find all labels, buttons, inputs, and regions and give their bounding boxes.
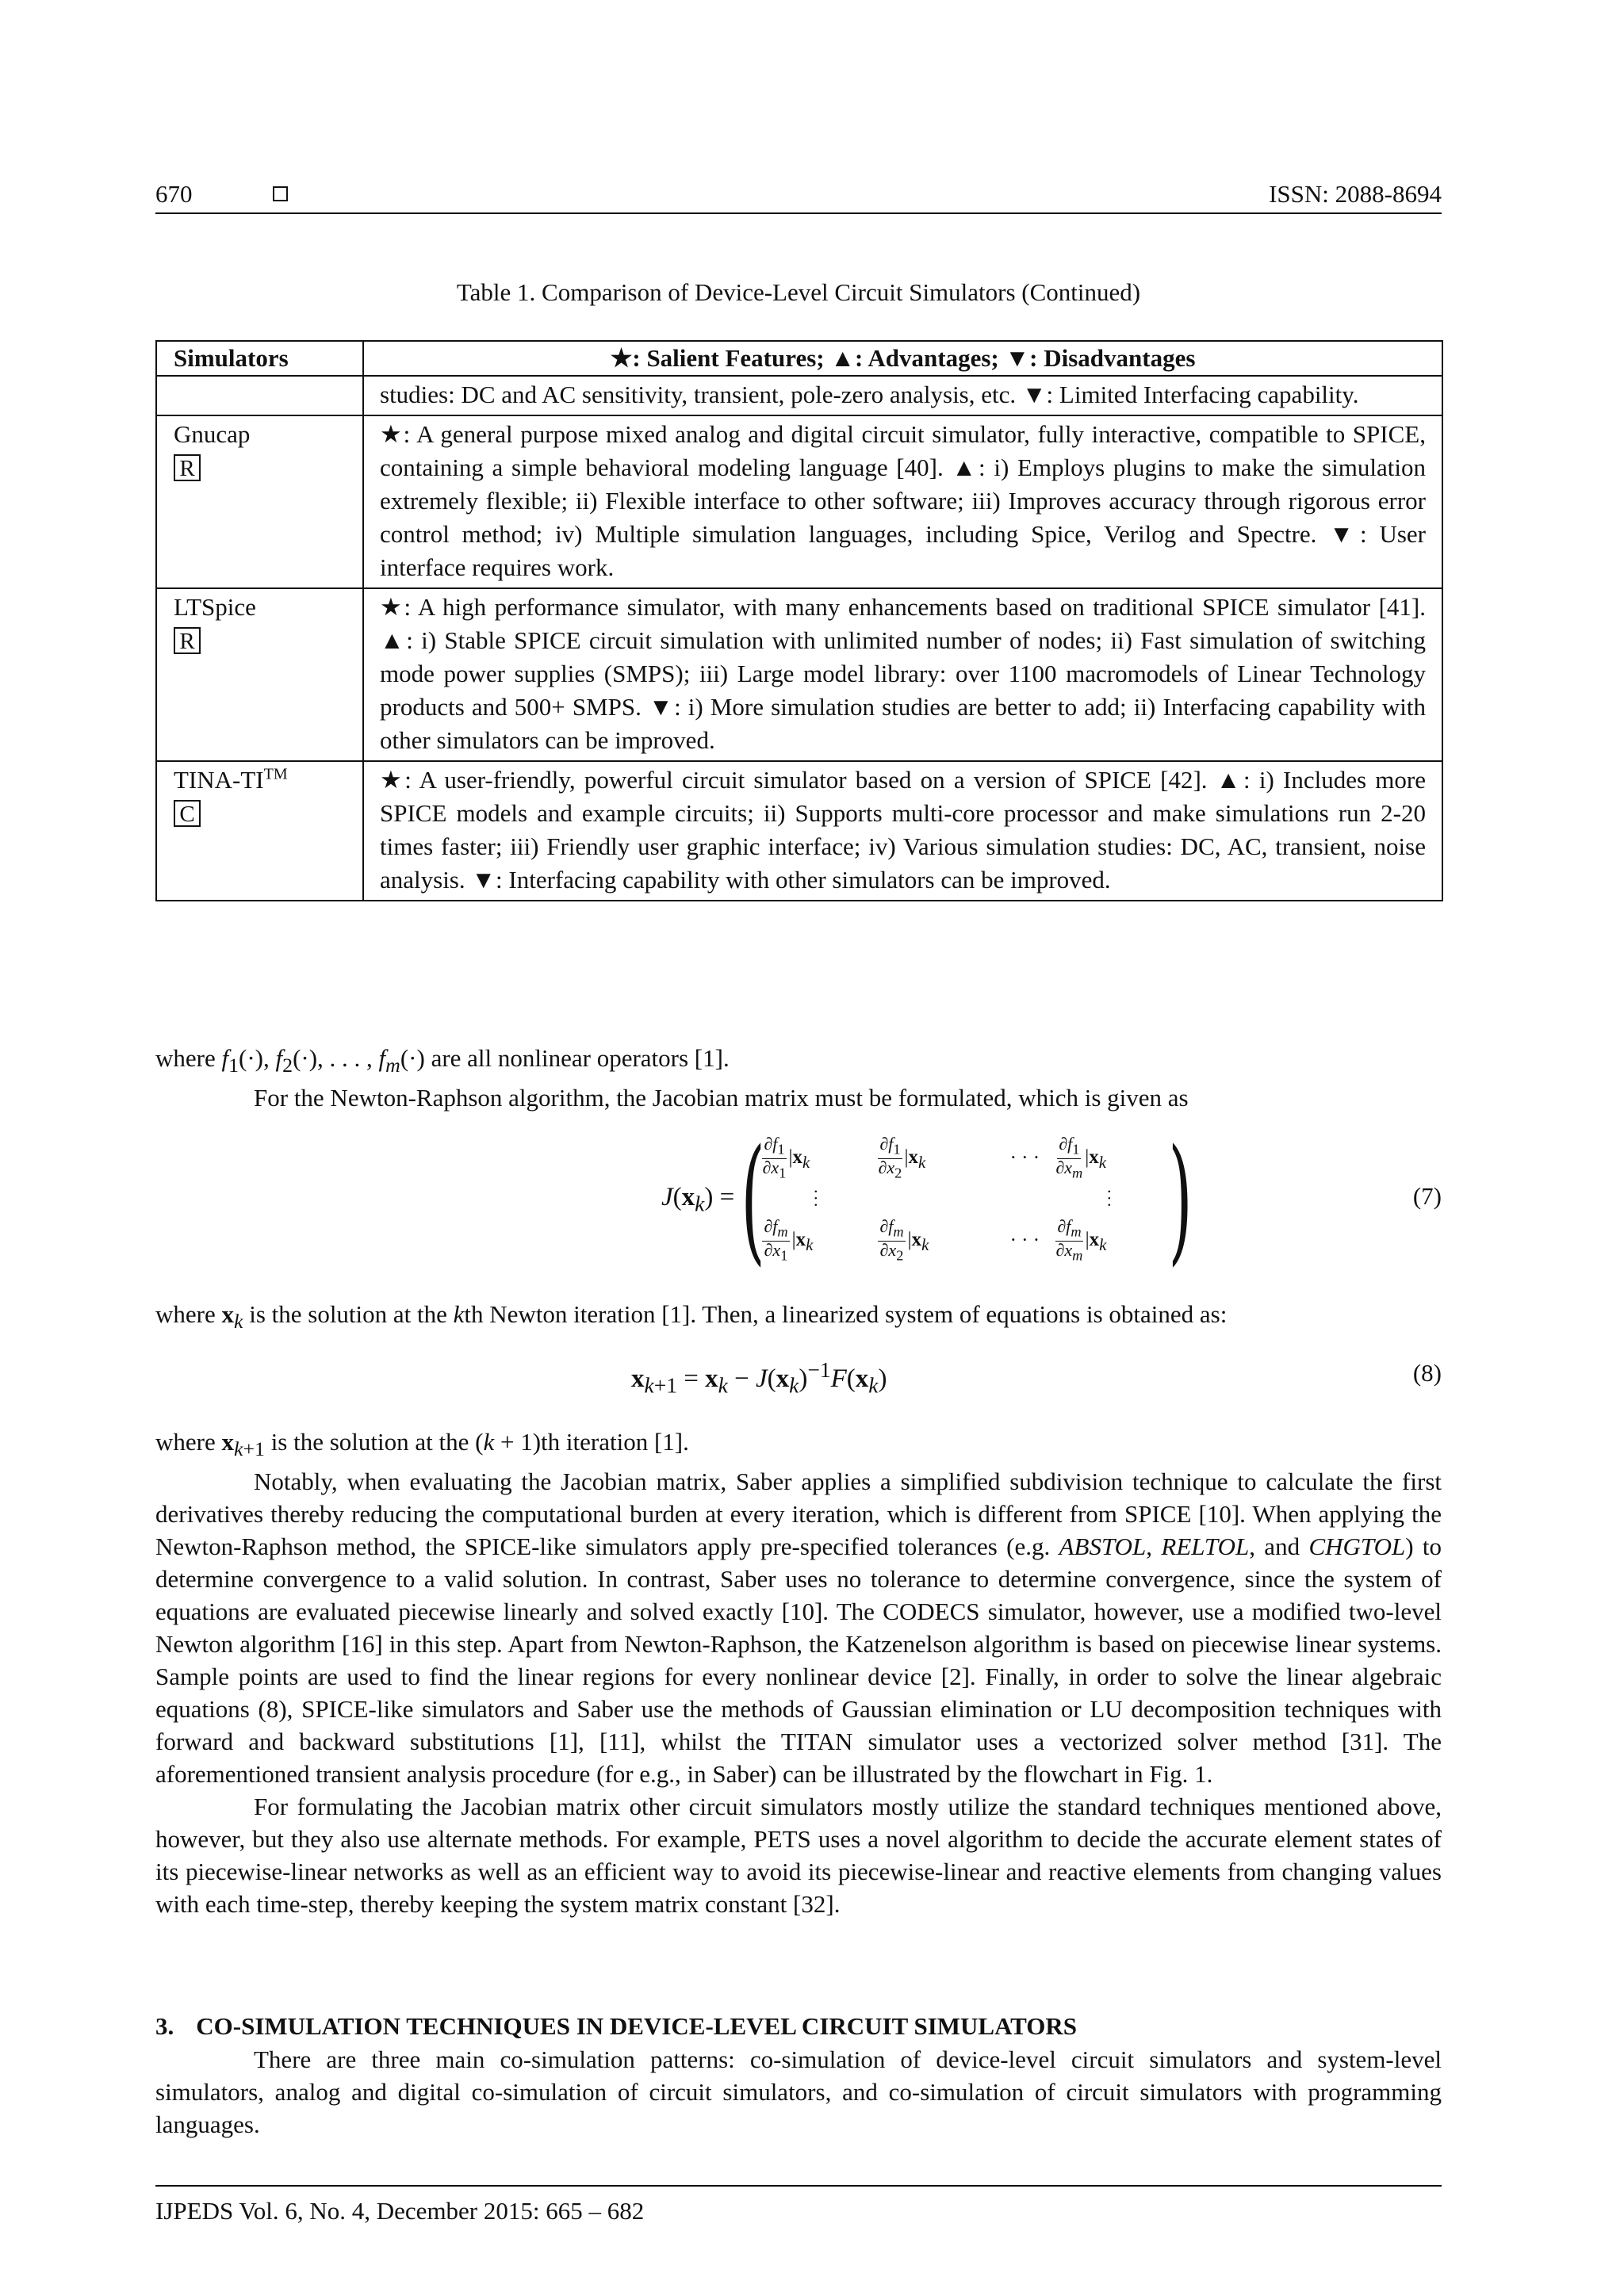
left-paren: ( (741, 1119, 765, 1279)
right-paren: ) (1168, 1119, 1193, 1279)
section-heading (155, 2011, 1442, 2042)
features-cell (363, 761, 1442, 901)
license-badge: R (174, 627, 201, 654)
simulator-cell (156, 761, 363, 901)
matrix-lhs: $J(x_k)$ = (661, 1182, 735, 1216)
paragraph-where-xk: where $x_k$ is the solution at the kth Newton iteration [1]. Then, a linearized system of equations is obtained as: (155, 1300, 1228, 1334)
equation-number-8: (8) (1412, 1359, 1442, 1387)
equation-7 (155, 1119, 1442, 1279)
page-number: 670 (155, 180, 193, 208)
paragraph-formulating: For formulating the Jacobian matrix other circuit simulators mostly utilize the standard techniques mentioned above, however, but they also use alternate methods. For example, PETS uses a novel algorithm to decide the accurate element states of its piecewise-linear networks as well as an efficient way to avoid its piecewise-linear and reactive elements from changing values with each time-step, thereby keeping the system matrix constant [32]. (155, 1793, 1442, 1919)
simulator-name (174, 377, 347, 381)
footer-rule (155, 2185, 1442, 2187)
issn: ISSN: 2088-8694 (1269, 180, 1442, 208)
license-badge: C (174, 800, 201, 827)
table-row (156, 761, 1442, 901)
features-cell (363, 415, 1442, 588)
features-text: ★: A high performance simulator, with many enhancements based on traditional SPICE simulator [41]. ▲: i) Stable SPICE circuit simulation with unlimited number of nodes; ii) Fast simulation of switching mode power supplies (SMPS); iii) Large model library: over 1100 macromodels of Linear Technology products and 500+ SMPS. ▼: i) More simulation studies are better to add; ii) Interfacing capability with other simulators can be improved. (380, 593, 1426, 754)
simulator-cell (156, 415, 363, 588)
section-title: CO-SIMULATION TECHNIQUES IN DEVICE-LEVEL CIRCUIT SIMULATORS (196, 2012, 1078, 2040)
features-cell (363, 588, 1442, 761)
tolerance-chgtol: CHGTOL (1308, 1533, 1406, 1561)
equation-8-content: $x_{k+1} = x_k - J(x_k)^{-1}F(x_k)$ (631, 1357, 887, 1398)
table-caption: Table 1. Comparison of Device-Level Circuit Simulators (Continued) (456, 278, 1141, 306)
paragraph-where-xk1: where $x_{k+1}$ is the solution at the (k + 1)th iteration [1]. (155, 1428, 689, 1461)
body-block-1 (155, 1042, 1442, 1114)
equation-number-7: (7) (1412, 1182, 1442, 1210)
features-cell (363, 376, 1442, 415)
body-block-4 (155, 2043, 1442, 2141)
header-features: ★: Salient Features; ▲: Advantages; ▼: Disadvantages (363, 341, 1442, 376)
simulator-cell (156, 376, 363, 415)
jacobian-matrix (661, 1119, 1193, 1279)
tolerance-reltol: RELTOL (1161, 1533, 1250, 1561)
table-row (156, 376, 1442, 415)
matrix-grid: $\frac{\partial f_1}{\partial x_1}$ $|x_k$ $\frac{\partial f_1}{\partial x_2}$ $|x_k$ · · · $\frac{\partial f_1}{\partial x_m}$ $|x_k$ ... ... $\frac{\partial f_m}{\partial x_1}$ $|x_k$ $\frac{\partial f_m}{\partial x_2}$ $|x_k$ · · · $\frac{\partial f_m}{\partial x_m}$ $|x_k$ (762, 1134, 1124, 1263)
simulator-cell (156, 588, 363, 761)
paragraph-newton: For the Newton-Raphson algorithm, the Jacobian matrix must be formulated, which is given as (254, 1084, 1189, 1112)
square-icon (273, 186, 288, 201)
license-badge: R (174, 454, 201, 481)
body-block-2 (155, 1298, 1442, 1337)
trademark-sup: TM (263, 765, 288, 783)
paragraph-where-f: where $f_1(\cdot)$, $f_2(\cdot)$, . . . , $f_m(\cdot)$ are all nonlinear operators [1]. (155, 1044, 730, 1077)
equation-8 (155, 1357, 1442, 1398)
simulator-name: Gnucap (174, 420, 251, 448)
paragraph-notably: Notably, when evaluating the Jacobian matrix, Saber applies a simplified subdivision technique to calculate the first derivatives thereby reducing the computational burden at every iteration, which is different from SPICE [10]. When applying the Newton-Raphson method, the SPICE-like simulators apply pre-specified tolerances (e.g. ABSTOL, RELTOL, and CHGTOL) to determine convergence to a valid solution. In contrast, Saber uses no tolerance to determine convergence, since the system of equations are evaluated piecewise linearly and solved exactly [10]. The CODECS simulator, however, use a modified two-level Newton algorithm [16] in this step. Apart from Newton-Raphson, the Katzenelson algorithm is based on piecewise linear systems. Sample points are used to find the linear regions for every nonlinear device [2]. Finally, in order to solve the linear algebraic equations (8), SPICE-like simulators and Saber use the methods of Gaussian elimination or LU decomposition techniques with forward and backward substitutions [1], [11], whilst the TITAN simulator uses a vectorized solver method [31]. The aforementioned transient analysis procedure (for e.g., in Saber) can be illustrated by the flowchart in Fig. 1. (155, 1468, 1442, 1789)
body-block-3 (155, 1425, 1442, 1920)
table-row (156, 588, 1442, 761)
features-text: ★: A general purpose mixed analog and digital circuit simulator, fully interactive, compatible to SPICE, containing a simple behavioral modeling language [40]. ▲: i) Employs plugins to make the simulation extremely flexible; ii) Flexible interface to other software; iii) Improves accuracy through rigorous error control method; iv) Multiple simulation languages, including Spice, Verilog and Spectre. ▼: User interface requires work. (380, 420, 1426, 581)
features-text: ★: A user-friendly, powerful circuit simulator based on a version of SPICE [42]. ▲: i) Includes more SPICE models and example circuits; ii) Supports multi-core processor and make simulations run 2-20 times faster; iii) Friendly user graphic interface; iv) Various simulation studies: DC, AC, transient, noise analysis. ▼: Interfacing capability with other simulators can be improved. (380, 766, 1426, 894)
page-header (155, 179, 1442, 214)
table-header-row (156, 341, 1442, 376)
simulator-name: LTSpice (174, 593, 256, 621)
header-simulators: Simulators (156, 341, 363, 376)
paragraph-section: There are three main co-simulation patterns: co-simulation of device-level circuit simulators and system-level simulators, analog and digital co-simulation of circuit simulators, and co-simulation of circuit simulators with programming languages. (155, 2045, 1442, 2138)
features-text: studies: DC and AC sensitivity, transient, pole-zero analysis, etc. ▼: Limited Interfacing capability. (380, 381, 1359, 408)
section-number: 3. (155, 2012, 174, 2040)
simulator-name: TINA-TI (174, 766, 264, 794)
table-row (156, 415, 1442, 588)
simulator-name-wrap (174, 763, 347, 797)
comparison-table (155, 340, 1443, 901)
tolerance-abstol: ABSTOL (1059, 1533, 1147, 1561)
footer-citation: IJPEDS Vol. 6, No. 4, December 2015: 665 – 682 (155, 2197, 645, 2225)
